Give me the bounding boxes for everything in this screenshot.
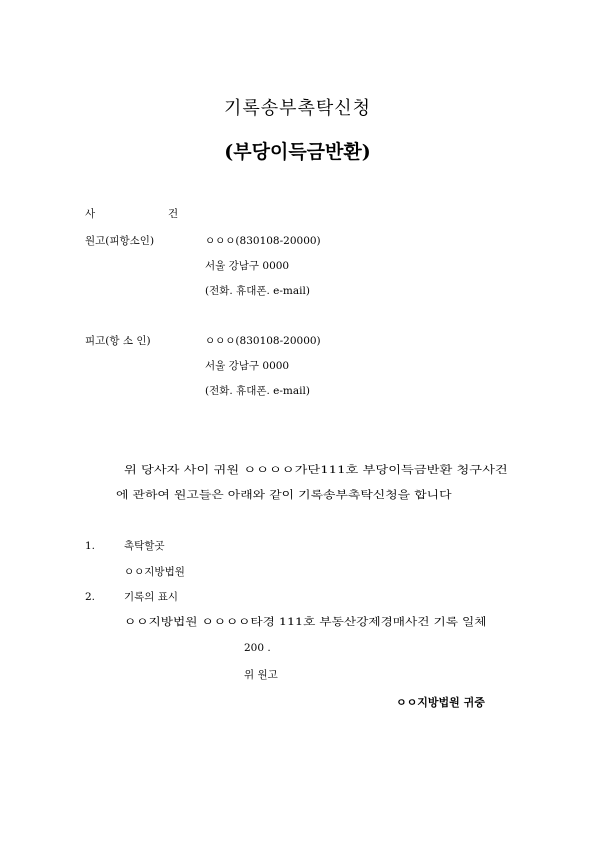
document-title: 기록송부촉탁신청 [223, 98, 372, 119]
plaintiff-label: 원고(피항소인) [85, 235, 155, 247]
filing-date: 200 . [244, 642, 271, 654]
body-line-1: 위 당사자 사이 귀원 ㅇㅇㅇㅇ가단111호 부당이득금반환 청구사건 [124, 464, 508, 476]
plaintiff-name-id: ㅇㅇㅇ(830108-20000) [205, 235, 321, 247]
document-subtitle: (부당이득금반환) [224, 141, 371, 163]
item-1-content: ㅇㅇ지방법원 [124, 566, 185, 578]
item-2-content: ㅇㅇ지방법원 ㅇㅇㅇㅇ타경 111호 부동산강제경매사건 기록 일체 [124, 616, 487, 628]
court-addressee: ㅇㅇ지방법원 귀중 [396, 696, 485, 709]
case-label-left: 사 [85, 208, 96, 220]
item-2-heading: 기록의 표시 [124, 591, 179, 603]
signer-line: 위 원고 [244, 669, 278, 681]
plaintiff-contact: (전화. 휴대폰. e-mail) [205, 285, 310, 297]
defendant-label: 피고(항 소 인) [85, 335, 151, 347]
plaintiff-address: 서울 강남구 0000 [205, 260, 290, 272]
item-1-heading: 촉탁할곳 [124, 540, 165, 552]
defendant-contact: (전화. 휴대폰. e-mail) [205, 385, 310, 397]
defendant-name-id: ㅇㅇㅇ(830108-20000) [205, 335, 321, 347]
item-2-number: 2. [85, 591, 96, 603]
case-label-right: 건 [168, 208, 179, 220]
defendant-address: 서울 강남구 0000 [205, 360, 290, 372]
item-1-number: 1. [85, 540, 96, 552]
body-line-2: 에 관하여 원고들은 아래와 같이 기록송부촉탁신청을 합니다 [116, 489, 452, 501]
